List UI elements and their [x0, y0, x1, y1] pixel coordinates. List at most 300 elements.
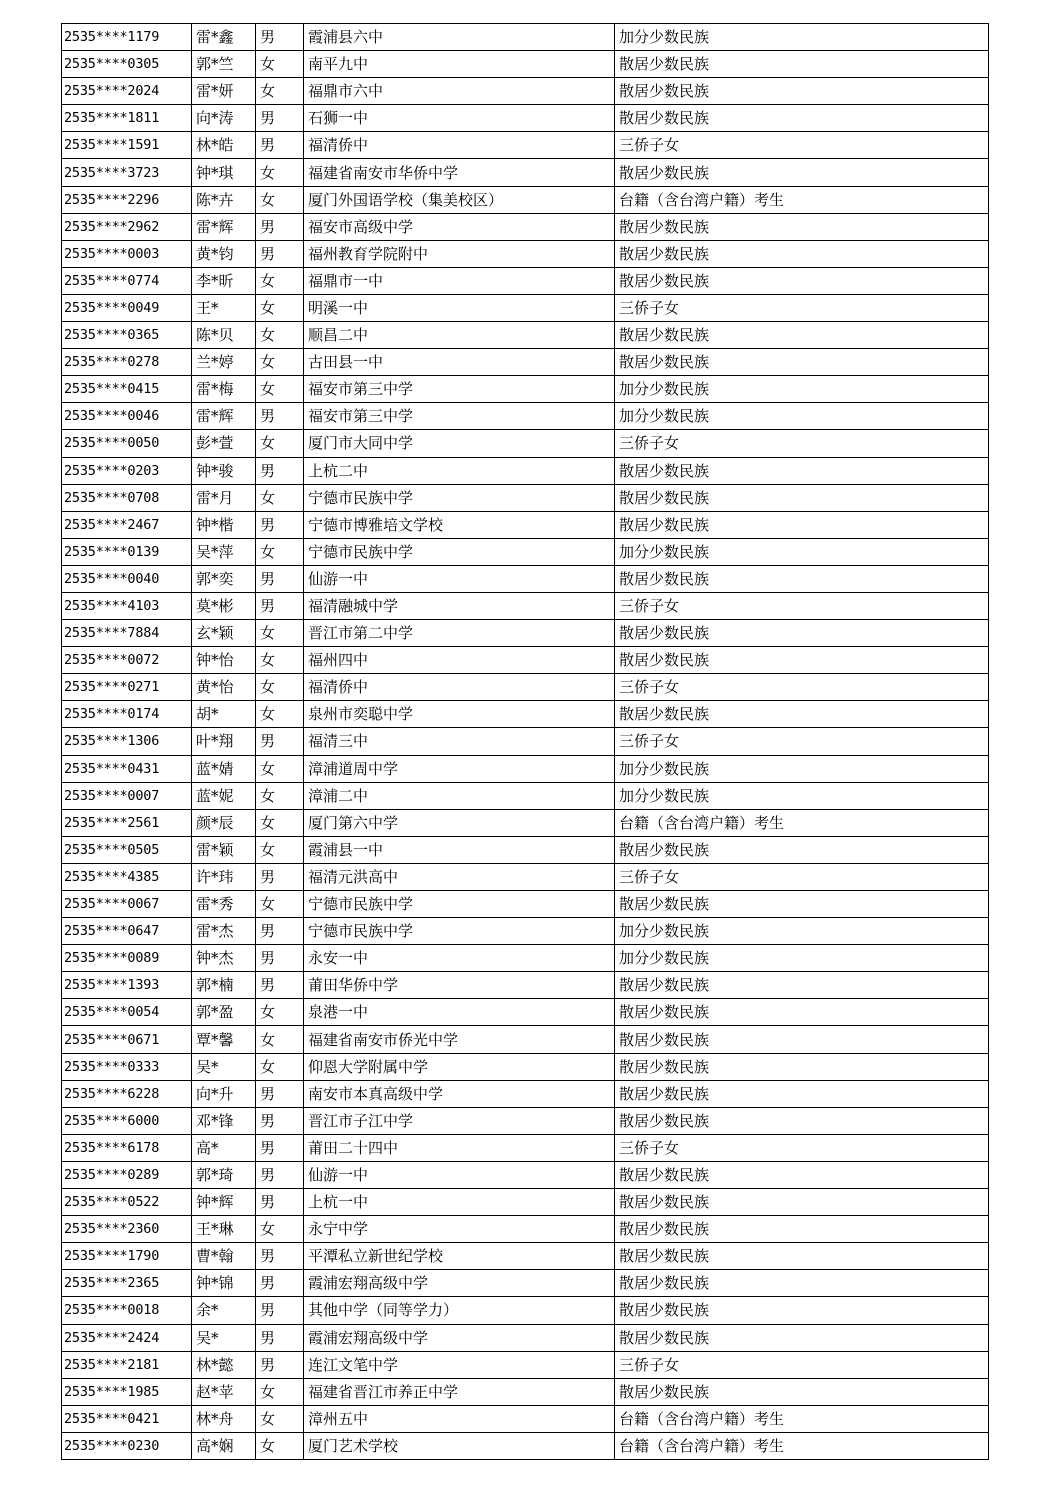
- category-cell: 三侨子女: [615, 1351, 989, 1378]
- gender-cell: 男: [256, 511, 304, 538]
- exam-id-cell: 2535****0049: [62, 294, 192, 321]
- school-cell: 其他中学（同等学力）: [304, 1297, 615, 1324]
- gender-cell: 女: [256, 809, 304, 836]
- school-cell: 霞浦县六中: [304, 24, 615, 51]
- table-row: [62, 267, 989, 294]
- category-cell: 散居少数民族: [615, 349, 989, 376]
- exam-id-cell: 2535****1306: [62, 728, 192, 755]
- student-name-cell: 陈*卉: [192, 186, 256, 213]
- category-cell: 散居少数民族: [615, 1189, 989, 1216]
- exam-id-cell: 2535****0671: [62, 1026, 192, 1053]
- table-row: [62, 159, 989, 186]
- school-cell: 厦门市大同中学: [304, 430, 615, 457]
- gender-cell: 女: [256, 349, 304, 376]
- student-name-cell: 雷*鑫: [192, 24, 256, 51]
- gender-cell: 男: [256, 1297, 304, 1324]
- student-name-cell: 邓*锋: [192, 1107, 256, 1134]
- gender-cell: 女: [256, 782, 304, 809]
- student-name-cell: 高*: [192, 1134, 256, 1161]
- school-cell: 上杭二中: [304, 457, 615, 484]
- table-row: [62, 51, 989, 78]
- exam-id-cell: 2535****1790: [62, 1243, 192, 1270]
- exam-id-cell: 2535****4385: [62, 863, 192, 890]
- school-cell: 厦门艺术学校: [304, 1432, 615, 1459]
- student-name-cell: 雷*秀: [192, 891, 256, 918]
- exam-id-cell: 2535****6178: [62, 1134, 192, 1161]
- category-cell: 台籍（含台湾户籍）考生: [615, 1405, 989, 1432]
- student-name-cell: 赵*苹: [192, 1378, 256, 1405]
- school-cell: 仰恩大学附属中学: [304, 1053, 615, 1080]
- table-row: [62, 782, 989, 809]
- gender-cell: 男: [256, 728, 304, 755]
- category-cell: 散居少数民族: [615, 1297, 989, 1324]
- gender-cell: 女: [256, 891, 304, 918]
- gender-cell: 女: [256, 1053, 304, 1080]
- category-cell: 散居少数民族: [615, 647, 989, 674]
- table-row: [62, 1053, 989, 1080]
- table-row: [62, 186, 989, 213]
- exam-id-cell: 2535****0415: [62, 376, 192, 403]
- category-cell: 散居少数民族: [615, 78, 989, 105]
- gender-cell: 男: [256, 1270, 304, 1297]
- gender-cell: 女: [256, 322, 304, 349]
- table-row: [62, 1297, 989, 1324]
- school-cell: 顺昌二中: [304, 322, 615, 349]
- school-cell: 福清融城中学: [304, 592, 615, 619]
- category-cell: 散居少数民族: [615, 1243, 989, 1270]
- student-name-cell: 吴*萍: [192, 538, 256, 565]
- exam-id-cell: 2535****0289: [62, 1161, 192, 1188]
- exam-id-cell: 2535****0007: [62, 782, 192, 809]
- school-cell: 宁德市博雅培文学校: [304, 511, 615, 538]
- exam-id-cell: 2535****0046: [62, 403, 192, 430]
- gender-cell: 女: [256, 836, 304, 863]
- student-name-cell: 雷*梅: [192, 376, 256, 403]
- exam-id-cell: 2535****6228: [62, 1080, 192, 1107]
- gender-cell: 男: [256, 1351, 304, 1378]
- school-cell: 漳浦道周中学: [304, 755, 615, 782]
- school-cell: 宁德市民族中学: [304, 484, 615, 511]
- table-row: [62, 565, 989, 592]
- table-row: [62, 918, 989, 945]
- exam-id-cell: 2535****0522: [62, 1189, 192, 1216]
- category-cell: 三侨子女: [615, 674, 989, 701]
- category-cell: 散居少数民族: [615, 999, 989, 1026]
- student-name-cell: 王*琳: [192, 1216, 256, 1243]
- table-row: [62, 1134, 989, 1161]
- exam-id-cell: 2535****0018: [62, 1297, 192, 1324]
- table-row: [62, 728, 989, 755]
- student-name-cell: 彭*萱: [192, 430, 256, 457]
- gender-cell: 男: [256, 565, 304, 592]
- category-cell: 散居少数民族: [615, 240, 989, 267]
- student-name-cell: 郭*楠: [192, 972, 256, 999]
- school-cell: 霞浦宏翔高级中学: [304, 1324, 615, 1351]
- table-row: [62, 972, 989, 999]
- table-row: [62, 891, 989, 918]
- school-cell: 霞浦县一中: [304, 836, 615, 863]
- school-cell: 南平九中: [304, 51, 615, 78]
- student-name-cell: 雷*妍: [192, 78, 256, 105]
- table-row: [62, 24, 989, 51]
- gender-cell: 女: [256, 51, 304, 78]
- table-row: [62, 430, 989, 457]
- gender-cell: 女: [256, 701, 304, 728]
- exam-id-cell: 2535****0174: [62, 701, 192, 728]
- table-row: [62, 1189, 989, 1216]
- category-cell: 加分少数民族: [615, 403, 989, 430]
- category-cell: 散居少数民族: [615, 836, 989, 863]
- student-name-cell: 钟*骏: [192, 457, 256, 484]
- table-row: [62, 620, 989, 647]
- student-name-cell: 雷*辉: [192, 403, 256, 430]
- student-name-cell: 钟*锦: [192, 1270, 256, 1297]
- table-row: [62, 105, 989, 132]
- gender-cell: 男: [256, 213, 304, 240]
- table-row: [62, 457, 989, 484]
- exam-id-cell: 2535****7884: [62, 620, 192, 647]
- table-row: [62, 1216, 989, 1243]
- exam-id-cell: 2535****0333: [62, 1053, 192, 1080]
- category-cell: 散居少数民族: [615, 457, 989, 484]
- exam-id-cell: 2535****1985: [62, 1378, 192, 1405]
- table-row: [62, 1324, 989, 1351]
- student-name-cell: 曹*翰: [192, 1243, 256, 1270]
- exam-id-cell: 2535****0271: [62, 674, 192, 701]
- gender-cell: 女: [256, 430, 304, 457]
- exam-id-cell: 2535****0431: [62, 755, 192, 782]
- category-cell: 加分少数民族: [615, 782, 989, 809]
- student-name-cell: 雷*月: [192, 484, 256, 511]
- student-name-cell: 钟*琪: [192, 159, 256, 186]
- school-cell: 仙游一中: [304, 565, 615, 592]
- school-cell: 福建省南安市侨光中学: [304, 1026, 615, 1053]
- school-cell: 南安市本真高级中学: [304, 1080, 615, 1107]
- category-cell: 散居少数民族: [615, 159, 989, 186]
- gender-cell: 男: [256, 945, 304, 972]
- category-cell: 散居少数民族: [615, 701, 989, 728]
- exam-id-cell: 2535****2181: [62, 1351, 192, 1378]
- exam-id-cell: 2535****1393: [62, 972, 192, 999]
- gender-cell: 女: [256, 1216, 304, 1243]
- student-name-cell: 李*昕: [192, 267, 256, 294]
- table-row: [62, 1378, 989, 1405]
- exam-id-cell: 2535****4103: [62, 592, 192, 619]
- student-name-cell: 黄*钧: [192, 240, 256, 267]
- gender-cell: 女: [256, 1026, 304, 1053]
- gender-cell: 女: [256, 1378, 304, 1405]
- student-name-cell: 钟*楷: [192, 511, 256, 538]
- exam-id-cell: 2535****0708: [62, 484, 192, 511]
- student-name-cell: 郭*奕: [192, 565, 256, 592]
- school-cell: 福安市高级中学: [304, 213, 615, 240]
- gender-cell: 女: [256, 186, 304, 213]
- school-cell: 福鼎市一中: [304, 267, 615, 294]
- gender-cell: 女: [256, 294, 304, 321]
- category-cell: 散居少数民族: [615, 1378, 989, 1405]
- exam-id-cell: 2535****0230: [62, 1432, 192, 1459]
- gender-cell: 女: [256, 159, 304, 186]
- school-cell: 明溪一中: [304, 294, 615, 321]
- gender-cell: 女: [256, 1432, 304, 1459]
- gender-cell: 男: [256, 1243, 304, 1270]
- student-name-cell: 陈*贝: [192, 322, 256, 349]
- category-cell: 散居少数民族: [615, 1053, 989, 1080]
- category-cell: 散居少数民族: [615, 511, 989, 538]
- gender-cell: 女: [256, 1405, 304, 1432]
- table-row: [62, 809, 989, 836]
- gender-cell: 男: [256, 403, 304, 430]
- exam-id-cell: 2535****2467: [62, 511, 192, 538]
- candidate-table-body: [62, 24, 989, 1460]
- category-cell: 散居少数民族: [615, 891, 989, 918]
- category-cell: 三侨子女: [615, 294, 989, 321]
- gender-cell: 男: [256, 972, 304, 999]
- category-cell: 加分少数民族: [615, 538, 989, 565]
- gender-cell: 女: [256, 755, 304, 782]
- category-cell: 散居少数民族: [615, 1324, 989, 1351]
- school-cell: 福清侨中: [304, 674, 615, 701]
- gender-cell: 女: [256, 674, 304, 701]
- school-cell: 永安一中: [304, 945, 615, 972]
- gender-cell: 男: [256, 240, 304, 267]
- school-cell: 福州教育学院附中: [304, 240, 615, 267]
- school-cell: 宁德市民族中学: [304, 918, 615, 945]
- student-name-cell: 林*懿: [192, 1351, 256, 1378]
- student-name-cell: 蓝*婧: [192, 755, 256, 782]
- exam-id-cell: 2535****2024: [62, 78, 192, 105]
- gender-cell: 男: [256, 1080, 304, 1107]
- table-row: [62, 1026, 989, 1053]
- school-cell: 宁德市民族中学: [304, 891, 615, 918]
- school-cell: 福安市第三中学: [304, 403, 615, 430]
- student-name-cell: 向*升: [192, 1080, 256, 1107]
- exam-id-cell: 2535****6000: [62, 1107, 192, 1134]
- table-row: [62, 132, 989, 159]
- table-row: [62, 322, 989, 349]
- school-cell: 福鼎市六中: [304, 78, 615, 105]
- exam-id-cell: 2535****0072: [62, 647, 192, 674]
- gender-cell: 男: [256, 1107, 304, 1134]
- gender-cell: 男: [256, 132, 304, 159]
- category-cell: 台籍（含台湾户籍）考生: [615, 809, 989, 836]
- school-cell: 福清三中: [304, 728, 615, 755]
- school-cell: 厦门第六中学: [304, 809, 615, 836]
- student-name-cell: 钟*怡: [192, 647, 256, 674]
- school-cell: 福安市第三中学: [304, 376, 615, 403]
- category-cell: 加分少数民族: [615, 376, 989, 403]
- table-row: [62, 863, 989, 890]
- exam-id-cell: 2535****2296: [62, 186, 192, 213]
- table-row: [62, 376, 989, 403]
- student-name-cell: 吴*: [192, 1053, 256, 1080]
- school-cell: 宁德市民族中学: [304, 538, 615, 565]
- gender-cell: 女: [256, 267, 304, 294]
- exam-id-cell: 2535****0774: [62, 267, 192, 294]
- exam-id-cell: 2535****0003: [62, 240, 192, 267]
- exam-id-cell: 2535****0421: [62, 1405, 192, 1432]
- school-cell: 泉州市奕聪中学: [304, 701, 615, 728]
- category-cell: 加分少数民族: [615, 24, 989, 51]
- gender-cell: 女: [256, 376, 304, 403]
- category-cell: 散居少数民族: [615, 213, 989, 240]
- school-cell: 霞浦宏翔高级中学: [304, 1270, 615, 1297]
- category-cell: 三侨子女: [615, 592, 989, 619]
- table-row: [62, 701, 989, 728]
- table-row: [62, 755, 989, 782]
- school-cell: 古田县一中: [304, 349, 615, 376]
- gender-cell: 女: [256, 999, 304, 1026]
- table-row: [62, 349, 989, 376]
- student-name-cell: 胡*: [192, 701, 256, 728]
- gender-cell: 女: [256, 620, 304, 647]
- exam-id-cell: 2535****2424: [62, 1324, 192, 1351]
- exam-id-cell: 2535****2962: [62, 213, 192, 240]
- student-name-cell: 吴*: [192, 1324, 256, 1351]
- gender-cell: 男: [256, 1189, 304, 1216]
- category-cell: 加分少数民族: [615, 945, 989, 972]
- exam-id-cell: 2535****0305: [62, 51, 192, 78]
- student-name-cell: 郭*琦: [192, 1161, 256, 1188]
- category-cell: 加分少数民族: [615, 755, 989, 782]
- exam-id-cell: 2535****2360: [62, 1216, 192, 1243]
- school-cell: 厦门外国语学校（集美校区）: [304, 186, 615, 213]
- category-cell: 散居少数民族: [615, 484, 989, 511]
- category-cell: 散居少数民族: [615, 972, 989, 999]
- category-cell: 散居少数民族: [615, 51, 989, 78]
- student-name-cell: 王*: [192, 294, 256, 321]
- category-cell: 台籍（含台湾户籍）考生: [615, 186, 989, 213]
- table-row: [62, 592, 989, 619]
- gender-cell: 男: [256, 918, 304, 945]
- exam-id-cell: 2535****0067: [62, 891, 192, 918]
- school-cell: 平潭私立新世纪学校: [304, 1243, 615, 1270]
- gender-cell: 男: [256, 105, 304, 132]
- exam-id-cell: 2535****0278: [62, 349, 192, 376]
- student-name-cell: 向*涛: [192, 105, 256, 132]
- gender-cell: 男: [256, 1134, 304, 1161]
- student-name-cell: 雷*辉: [192, 213, 256, 240]
- gender-cell: 男: [256, 1324, 304, 1351]
- student-name-cell: 余*: [192, 1297, 256, 1324]
- exam-id-cell: 2535****1179: [62, 24, 192, 51]
- table-row: [62, 294, 989, 321]
- student-name-cell: 玄*颖: [192, 620, 256, 647]
- student-name-cell: 覃*馨: [192, 1026, 256, 1053]
- candidate-table: [61, 23, 989, 1460]
- student-name-cell: 雷*杰: [192, 918, 256, 945]
- gender-cell: 男: [256, 24, 304, 51]
- category-cell: 散居少数民族: [615, 1080, 989, 1107]
- school-cell: 福清侨中: [304, 132, 615, 159]
- exam-id-cell: 2535****0040: [62, 565, 192, 592]
- school-cell: 福州四中: [304, 647, 615, 674]
- table-row: [62, 403, 989, 430]
- table-row: [62, 1107, 989, 1134]
- student-name-cell: 蓝*妮: [192, 782, 256, 809]
- category-cell: 三侨子女: [615, 1134, 989, 1161]
- category-cell: 三侨子女: [615, 430, 989, 457]
- table-row: [62, 1080, 989, 1107]
- student-name-cell: 郭*竺: [192, 51, 256, 78]
- table-row: [62, 213, 989, 240]
- gender-cell: 男: [256, 592, 304, 619]
- school-cell: 连江文笔中学: [304, 1351, 615, 1378]
- exam-id-cell: 2535****1811: [62, 105, 192, 132]
- gender-cell: 女: [256, 647, 304, 674]
- gender-cell: 男: [256, 863, 304, 890]
- table-row: [62, 1270, 989, 1297]
- school-cell: 福建省南安市华侨中学: [304, 159, 615, 186]
- student-name-cell: 雷*颖: [192, 836, 256, 863]
- table-row: [62, 78, 989, 105]
- category-cell: 散居少数民族: [615, 565, 989, 592]
- table-row: [62, 1405, 989, 1432]
- gender-cell: 男: [256, 457, 304, 484]
- table-row: [62, 1351, 989, 1378]
- school-cell: 上杭一中: [304, 1189, 615, 1216]
- table-row: [62, 674, 989, 701]
- category-cell: 散居少数民族: [615, 322, 989, 349]
- student-name-cell: 钟*辉: [192, 1189, 256, 1216]
- table-row: [62, 647, 989, 674]
- school-cell: 福清元洪高中: [304, 863, 615, 890]
- student-name-cell: 兰*婷: [192, 349, 256, 376]
- student-name-cell: 林*舟: [192, 1405, 256, 1432]
- category-cell: 散居少数民族: [615, 105, 989, 132]
- table-row: [62, 1432, 989, 1459]
- category-cell: 散居少数民族: [615, 1026, 989, 1053]
- category-cell: 散居少数民族: [615, 267, 989, 294]
- exam-id-cell: 2535****0050: [62, 430, 192, 457]
- table-row: [62, 511, 989, 538]
- school-cell: 漳州五中: [304, 1405, 615, 1432]
- exam-id-cell: 2535****0647: [62, 918, 192, 945]
- exam-id-cell: 2535****1591: [62, 132, 192, 159]
- school-cell: 泉港一中: [304, 999, 615, 1026]
- school-cell: 莆田二十四中: [304, 1134, 615, 1161]
- category-cell: 散居少数民族: [615, 1270, 989, 1297]
- gender-cell: 女: [256, 484, 304, 511]
- exam-id-cell: 2535****0089: [62, 945, 192, 972]
- table-row: [62, 484, 989, 511]
- table-row: [62, 240, 989, 267]
- gender-cell: 女: [256, 538, 304, 565]
- student-name-cell: 许*玮: [192, 863, 256, 890]
- category-cell: 三侨子女: [615, 863, 989, 890]
- student-name-cell: 黄*怡: [192, 674, 256, 701]
- student-name-cell: 林*皓: [192, 132, 256, 159]
- exam-id-cell: 2535****2561: [62, 809, 192, 836]
- category-cell: 三侨子女: [615, 132, 989, 159]
- school-cell: 石狮一中: [304, 105, 615, 132]
- table-row: [62, 836, 989, 863]
- school-cell: 福建省晋江市养正中学: [304, 1378, 615, 1405]
- category-cell: 散居少数民族: [615, 1107, 989, 1134]
- exam-id-cell: 2535****0365: [62, 322, 192, 349]
- table-row: [62, 1161, 989, 1188]
- exam-id-cell: 2535****2365: [62, 1270, 192, 1297]
- exam-id-cell: 2535****3723: [62, 159, 192, 186]
- school-cell: 晋江市第二中学: [304, 620, 615, 647]
- student-name-cell: 莫*彬: [192, 592, 256, 619]
- category-cell: 散居少数民族: [615, 620, 989, 647]
- school-cell: 仙游一中: [304, 1161, 615, 1188]
- student-name-cell: 叶*翔: [192, 728, 256, 755]
- exam-id-cell: 2535****0203: [62, 457, 192, 484]
- student-name-cell: 钟*杰: [192, 945, 256, 972]
- table-row: [62, 538, 989, 565]
